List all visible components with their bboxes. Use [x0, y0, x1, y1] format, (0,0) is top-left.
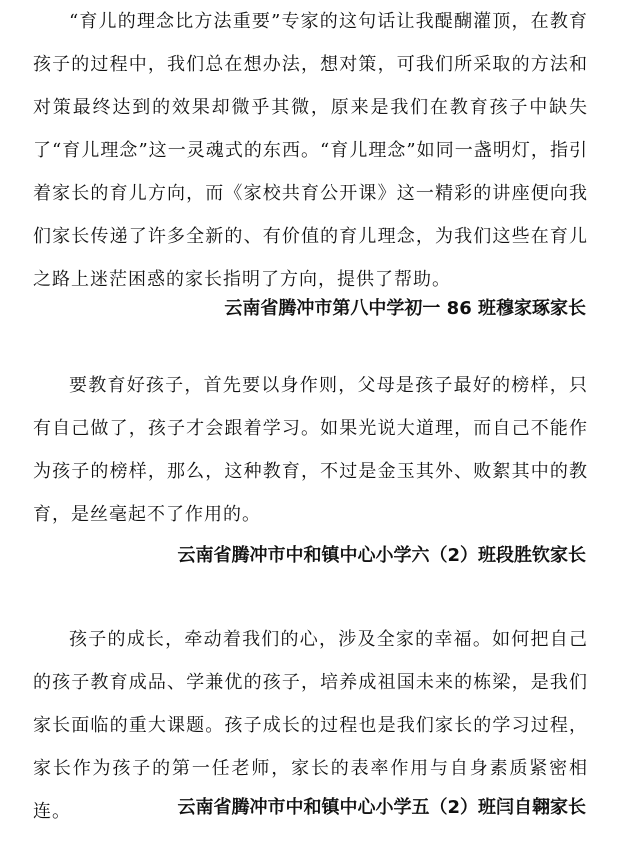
parent-signature: 云南省腾冲市中和镇中心小学六（2）班段胜钦家长 [177, 545, 586, 566]
testimonial-2 [0, 364, 642, 536]
testimonial-paragraph: 孩子的成长，牵动着我们的心，涉及全家的幸福。如何把自己的孩子教育成品、学兼优的孩子，培养成祖国未来的栋梁，是我们家长面临的重大课题。孩子成长的过程也是我们家长的学习过程，家长作为孩子的第一任老师，家长的表率作用与自身素质紧密相连。 [33, 629, 588, 822]
testimonial-paragraph: 要教育好孩子，首先要以身作则，父母是孩子最好的榜样，只有自己做了，孩子才会跟着学习。如果光说大道理，而自己不能作为孩子的榜样，那么，这种教育，不过是金玉其外、败絮其中的教育，是丝毫起不了作用的。 [33, 375, 588, 525]
parent-signature: 云南省腾冲市第八中学初一 86 班穆家琢家长 [224, 298, 586, 319]
parent-signature: 云南省腾冲市中和镇中心小学五（2）班闫自翱家长 [177, 797, 586, 818]
testimonial-1 [0, 0, 642, 301]
testimonial-paragraph: “育儿的理念比方法重要”专家的这句话让我醍醐灌顶，在教育孩子的过程中，我们总在想办法，想对策，可我们所采取的方法和对策最终达到的效果却微乎其微，原来是我们在教育孩子中缺失了“育儿理念”这一灵魂式的东西。“育儿理念”如同一盏明灯，指引着家长的育儿方向，而《家校共育公开课》这一精彩的讲座便向我们家长传递了许多全新的、有价值的育儿理念，为我们这些在育儿之路上迷茫困惑的家长指明了方向，提供了帮助。 [33, 11, 588, 290]
